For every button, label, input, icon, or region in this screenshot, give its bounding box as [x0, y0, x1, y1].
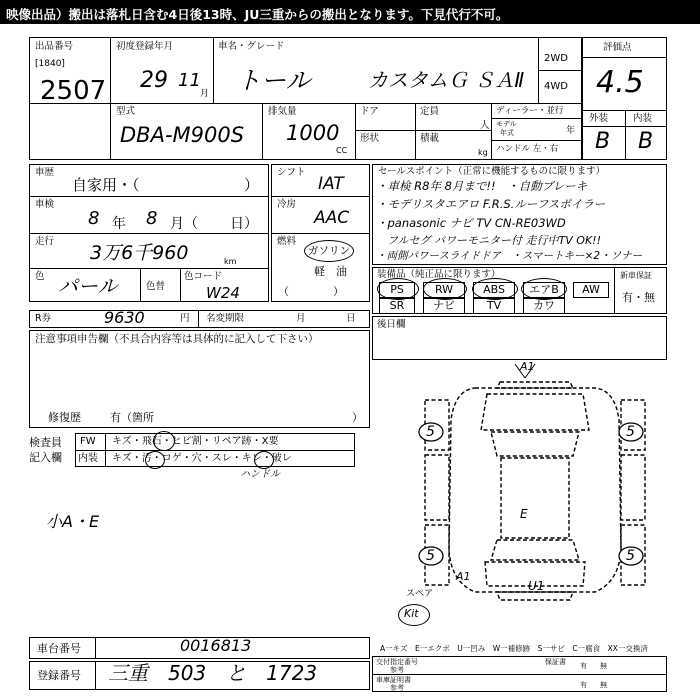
equipment-label: 装備品（純正品に限ります）: [377, 269, 501, 280]
history-close: ）: [244, 176, 260, 194]
model-label: 型式: [116, 106, 136, 117]
model-year-unit: 年: [566, 126, 576, 136]
inspector-label2: 記入欄: [29, 451, 62, 464]
inspection-year: 8: [88, 208, 100, 229]
registration-month: 11: [178, 70, 201, 91]
fw-stone-circle: [153, 431, 175, 451]
capacity-label: 定員: [420, 106, 440, 117]
equip-ps-circle: [377, 278, 419, 300]
inspection-day-unit: 日）: [230, 216, 258, 232]
lot-number: 2507: [40, 76, 107, 106]
deadline-day: 日: [346, 313, 356, 324]
equip-leather: カワ: [523, 298, 565, 314]
bottom-d: 参考: [390, 684, 404, 692]
doors-label: ドア: [360, 106, 379, 117]
shift-label: シフト: [277, 167, 306, 178]
mileage-label: 走行: [35, 236, 55, 247]
plate-label: 登録番号: [37, 669, 81, 682]
selling-point-4: フルセグ パワーモニター付 走行中TV OK!!: [376, 234, 601, 247]
car-name: トール: [236, 66, 311, 95]
fuel-paren: （ ）: [278, 285, 344, 298]
displacement-value: 1000: [286, 121, 340, 145]
mileage-value: 3万6千960: [90, 242, 189, 264]
capacity-unit: 人: [480, 120, 490, 131]
load-unit: kg: [478, 148, 488, 157]
guarantee-value: 有・無: [622, 291, 655, 304]
selling-points-label: セールスポイント（正常に機能するものに限ります）: [378, 166, 606, 177]
in-stain-circle: [145, 451, 165, 469]
lot-label: 出品番号: [35, 41, 74, 52]
deadline-month: 月: [296, 313, 306, 324]
aircon-label: 冷房: [277, 199, 297, 210]
repair-close: ）: [352, 411, 363, 424]
diagram-spare: スペア: [406, 589, 434, 599]
diagram-kit: Kit: [404, 607, 419, 620]
inspector-note: ハンドル: [240, 469, 280, 480]
chassis-label: 車台番号: [37, 642, 81, 655]
dealer-label: ディーラー・並行: [496, 106, 564, 116]
fuel-diesel: 軽 油: [314, 265, 347, 278]
equip-ps: PS: [379, 282, 415, 298]
equip-abs-circle: [472, 278, 518, 300]
selling-point-3: ・panasonic ナビ TV CN-RE03WD: [376, 216, 566, 230]
header-notice: 映像出品）搬出は落札日含む4日後13時、JU三重からの搬出となります。下見代行不可。: [6, 7, 509, 22]
bottom-f: 有: [580, 662, 587, 670]
diagram-a1-bot: A1: [456, 570, 471, 583]
equip-aw: AW: [573, 282, 609, 298]
equip-rw-circle: [423, 278, 467, 300]
recycle-label: R券: [35, 313, 52, 324]
score-int-label: 内装: [633, 113, 653, 124]
history-value: 自家用・（: [72, 176, 140, 194]
color-code-label: 色コード: [184, 271, 223, 282]
equip-rw: RW: [423, 282, 465, 298]
in-items: キズ・汚・コゲ・穴・スレ・キレ・破レ: [112, 453, 292, 464]
bottom-g: 無: [600, 662, 607, 670]
fw-items: キズ・飛石・ヒビ割・リペア跡・X要: [112, 436, 279, 447]
lot-sub: [1840]: [35, 59, 65, 69]
deadline-label: 名変期限: [206, 313, 245, 324]
displacement-label: 排気量: [268, 106, 297, 117]
bottom-b: 参考: [390, 666, 404, 674]
recycle-row: [29, 310, 370, 328]
handle-label: ハンドル 左・右: [496, 144, 559, 154]
load-label: 積載: [420, 133, 440, 144]
registration-label: 初度登録年月: [116, 41, 174, 52]
bottom-i: 無: [600, 681, 607, 689]
score-ext-label: 外装: [589, 113, 609, 124]
inspection-year-unit: 年: [112, 216, 126, 232]
inspector-remark: 小A・E: [46, 512, 100, 531]
wheel-rl-score: 5: [426, 548, 435, 564]
bottom-c: 車庫証明書: [376, 676, 411, 684]
registration-month-unit: 月: [200, 89, 210, 99]
bottom-e: 保証書: [545, 658, 566, 666]
equip-tv: TV: [473, 298, 515, 314]
equip-sr: SR: [379, 298, 415, 314]
mileage-unit: km: [224, 257, 237, 266]
post-label: 後日欄: [377, 319, 406, 330]
bottom-h: 有: [580, 681, 587, 689]
repair-label: 修復歴: [48, 411, 81, 424]
score-label: 評価点: [603, 42, 632, 53]
bottom-a: 交付指定番号: [376, 658, 418, 666]
selling-point-2: ・モデリスタエアロ F.R.S.ルーフスポイラー: [376, 197, 606, 211]
color-value: パール: [58, 274, 118, 298]
inspector-label1: 検査員: [29, 436, 62, 449]
selling-point-5: ・両側パワースライドドア ・スマートキー×2・ソナー: [376, 250, 643, 262]
equip-airbag-circle: [521, 278, 567, 300]
inspection-month-unit: 月（: [170, 216, 198, 232]
notes-label: 注意事項申告欄（不具合内容等は具体的に記入して下さい）: [35, 333, 319, 345]
selling-point-1: ・車検 R8年 8月まで!! ・自動ブレーキ: [376, 179, 588, 193]
score-ext: B: [595, 129, 611, 154]
fuel-gas: ガソリン: [308, 245, 350, 257]
recycle-value: 9630: [104, 308, 145, 327]
guarantee-label: 新車保証: [620, 271, 652, 280]
in-scuff-circle: [254, 451, 274, 469]
drive-4wd: 4WD: [544, 81, 568, 92]
color-label: 色: [35, 271, 45, 282]
fw-label: FW: [80, 436, 96, 447]
wheel-rr-score: 5: [626, 548, 635, 564]
chassis-value: 0016813: [180, 636, 252, 655]
equip-abs: ABS: [473, 282, 515, 298]
fuel-label: 燃料: [277, 236, 297, 247]
legend-text: A一キズ E一エクボ U一凹み W一補修跡 S一サビ C一腐食 XX一交換済: [380, 644, 648, 653]
drive-2wd: 2WD: [544, 53, 568, 64]
color-code: W24: [206, 284, 240, 302]
doors-shape-label: 形状: [360, 133, 380, 144]
displacement-unit: CC: [336, 146, 348, 155]
diagram-u1: U1: [528, 579, 545, 593]
wheel-fl-score: 5: [426, 424, 435, 440]
shift-value: IAT: [318, 174, 344, 194]
inspection-month: 8: [146, 208, 158, 229]
wheel-fr-score: 5: [626, 424, 635, 440]
car-grade: カスタムＧ ＳＡⅡ: [368, 68, 525, 92]
header-banner: [0, 0, 700, 24]
car-label: 車名・グレード: [218, 41, 285, 52]
in-label: 内装: [78, 453, 98, 464]
diagram-e: E: [520, 507, 528, 521]
plate-value: 三重 503 と 1723: [108, 661, 318, 685]
aircon-value: AAC: [314, 208, 350, 228]
recycle-unit: 円: [180, 313, 190, 324]
model-year-label1: モデル: [496, 120, 517, 128]
registration-year: 29: [140, 68, 168, 93]
repair-value: 有（箇所: [110, 411, 154, 424]
model-value: DBA-M900S: [120, 123, 245, 147]
color-repaint-label: 色替: [146, 281, 166, 292]
history-label: 車歴: [35, 167, 55, 178]
score-value: 4.5: [596, 65, 644, 100]
post-box: [372, 316, 667, 360]
equip-airbag: エアB: [523, 282, 565, 298]
diagram-a1-top: A1: [520, 360, 535, 373]
score-int: B: [638, 129, 654, 154]
equip-navi: ナビ: [423, 298, 465, 314]
model-year-label2: 年式: [500, 129, 514, 137]
inspection-label: 車検: [35, 199, 55, 210]
